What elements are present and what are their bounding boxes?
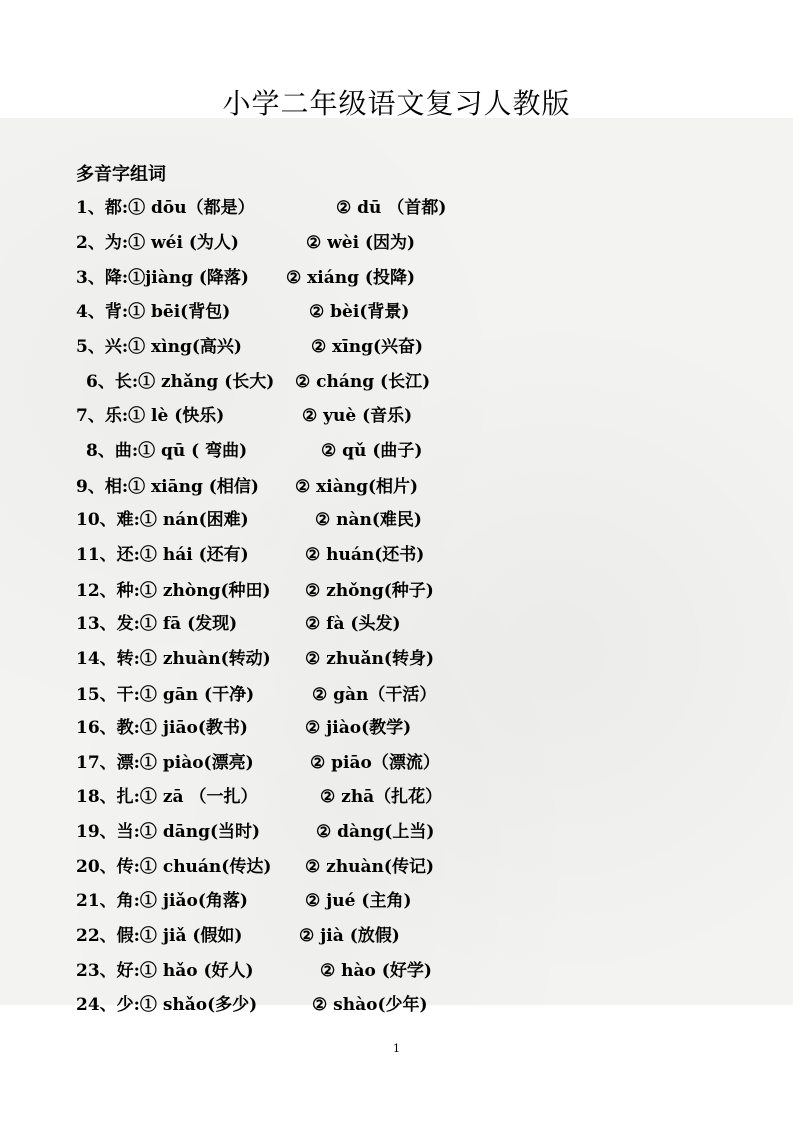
reading-1: 5、兴:① xìng(高兴) [76, 337, 242, 357]
reading-1: 1、都:① dōu（都是） [76, 198, 255, 218]
reading-1: 11、还:① hái (还有) [76, 545, 249, 565]
reading-1: 9、相:① xiāng (相信) [76, 477, 259, 497]
reading-2: ② bèi(背景) [309, 302, 410, 322]
reading-2: ② zhuàn(传记) [305, 857, 434, 877]
reading-1: 22、假:① jiǎ (假如) [76, 926, 243, 946]
reading-2: ② nàn(难民) [315, 510, 422, 530]
reading-2: ② fà (头发) [305, 614, 401, 634]
reading-1: 12、种:① zhòng(种田) [76, 581, 271, 601]
reading-1: 4、背:① bēi(背包) [76, 302, 231, 322]
reading-2: ② hào (好学) [320, 961, 432, 981]
reading-1: 24、少:① shǎo(多少) [76, 995, 258, 1015]
reading-2: ② yuè (音乐) [302, 406, 413, 426]
reading-2: ② xiáng (投降) [286, 268, 416, 288]
reading-2: ② huán(还书) [305, 545, 425, 565]
reading-1: 19、当:① dāng(当时) [76, 822, 261, 842]
reading-1: 10、难:① nán(困难) [76, 510, 249, 530]
reading-2: ② zhǒng(种子) [305, 581, 434, 601]
reading-1: 6、长:① zhǎng (长大) [86, 372, 275, 392]
reading-2: ② dàng(上当) [316, 822, 435, 842]
reading-1: 17、漂:① piào(漂亮) [76, 753, 254, 773]
reading-2: ② jiào(教学) [305, 718, 412, 738]
reading-2: ② xiàng(相片) [295, 477, 419, 497]
reading-1: 21、角:① jiǎo(角落) [76, 891, 248, 911]
reading-1: 14、转:① zhuàn(转动) [76, 649, 271, 669]
reading-2: ② shào(少年) [312, 995, 428, 1015]
reading-1: 20、传:① chuán(传达) [76, 857, 272, 877]
reading-2: ② zhuǎn(转身) [305, 649, 434, 669]
reading-2: ② jià (放假) [299, 926, 400, 946]
reading-2: ② dū （首都) [336, 198, 447, 218]
reading-1: 15、干:① gān (干净) [76, 685, 255, 705]
reading-1: 8、曲:① qū ( 弯曲) [86, 441, 248, 461]
page-number: 1 [393, 1042, 400, 1055]
reading-1: 7、乐:① lè (快乐) [76, 406, 225, 426]
reading-2: ② gàn（干活） [312, 685, 437, 705]
document-title: 小学二年级语文复习人教版 [222, 87, 571, 120]
section-title: 多音字组词 [76, 164, 166, 185]
reading-2: ② xīng(兴奋) [311, 337, 424, 357]
reading-2: ② jué (主角) [305, 891, 412, 911]
reading-1: 13、发:① fā (发现) [76, 614, 238, 634]
reading-2: ② qǔ (曲子) [321, 441, 423, 461]
reading-2: ② piāo（漂流） [310, 753, 440, 773]
reading-1: 18、扎:① zā （一扎） [76, 787, 258, 807]
reading-2: ② zhā（扎花） [320, 787, 443, 807]
reading-2: ② wèi (因为) [306, 233, 416, 253]
reading-1: 3、降:①jiàng (降落) [76, 268, 249, 288]
reading-2: ② cháng (长江) [295, 372, 431, 392]
reading-1: 2、为:① wéi (为人) [76, 233, 239, 253]
reading-1: 16、教:① jiāo(教书) [76, 718, 248, 738]
reading-1: 23、好:① hǎo (好人) [76, 961, 254, 981]
